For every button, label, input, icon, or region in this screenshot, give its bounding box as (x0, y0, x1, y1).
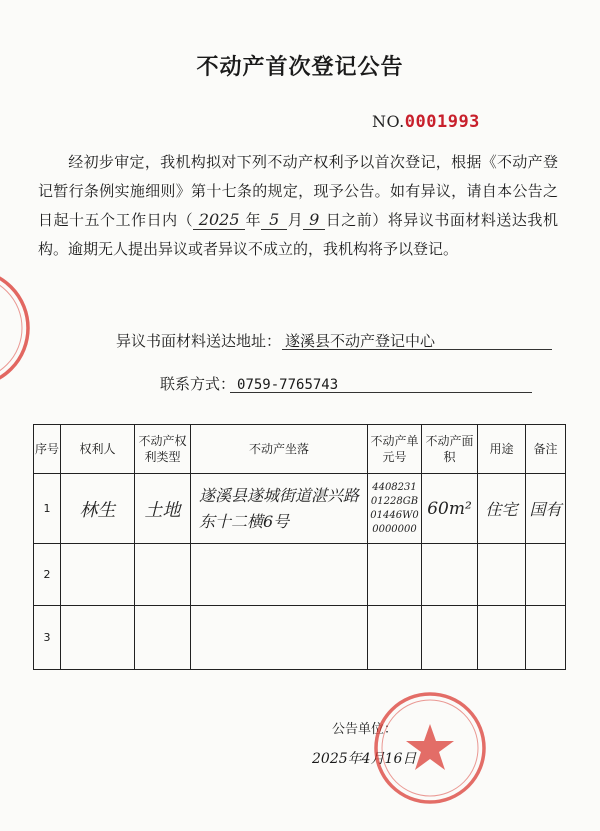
col-header-area: 不动产面 积 (422, 425, 478, 474)
notice-day: 9 (303, 211, 325, 230)
table-row (34, 474, 566, 544)
cell-note (526, 606, 566, 670)
cell-unit-no (368, 606, 422, 670)
cell-holder (61, 606, 135, 670)
cell-no: 1 (34, 474, 61, 544)
issue-date: 2025年4月16日 (312, 751, 417, 767)
official-seal (372, 690, 488, 806)
table-row (34, 606, 566, 670)
cell-note: 国有 (526, 474, 566, 544)
table-header-row (34, 425, 566, 474)
contact-label: 联系方式： (160, 375, 236, 393)
cell-use (478, 544, 526, 606)
notice-text-part2: 将异议书面材料送达我机构。逾期无人提出异议或者异议不成立的，我机构将予以登记。 (38, 211, 558, 258)
document-number-value: 0001993 (404, 112, 480, 132)
col-header-holder: 权利人 (61, 425, 135, 474)
address-field (116, 330, 435, 351)
cell-use (478, 606, 526, 670)
cell-location (191, 606, 368, 670)
col-header-no: 序号 (34, 425, 61, 474)
cell-unit-no (368, 544, 422, 606)
cell-right-type (135, 606, 191, 670)
official-seal-left (0, 258, 40, 398)
page-title: 不动产首次登记公告 (196, 55, 404, 80)
col-header-right-type: 不动产权利类型 (135, 425, 191, 474)
issuer-label: 公告单位： (332, 722, 398, 737)
notice-paragraph (38, 148, 558, 264)
cell-holder (61, 544, 135, 606)
cell-note (526, 544, 566, 606)
table-row (34, 544, 566, 606)
address-value: 遂溪县不动产登记中心 (285, 332, 436, 350)
cell-area (422, 606, 478, 670)
col-header-note: 备注 (526, 425, 566, 474)
notice-day-unit: 日之前） (325, 211, 388, 229)
cell-use: 住宅 (478, 474, 526, 544)
cell-right-type: 土地 (135, 474, 191, 544)
document-number (372, 112, 480, 132)
address-label: 异议书面材料送达地址： (116, 332, 282, 350)
cell-no: 2 (34, 544, 61, 606)
cell-area: 60m² (422, 474, 478, 544)
cell-location: 遂溪县遂城街道湛兴路东十二横6号 (191, 474, 368, 544)
notice-text-part1: 经初步审定，我机构拟对下列不动产权利予以首次登记，根据《不动产登记暂行条例实施细则》第十七条的规定，现予公告。如有异议，请自本公告之日起十五个工作日内（ (38, 153, 558, 229)
property-table (33, 424, 566, 670)
document-number-prefix: NO. (372, 112, 405, 131)
notice-month: 5 (261, 211, 287, 230)
cell-right-type (135, 544, 191, 606)
cell-area (422, 544, 478, 606)
col-header-use: 用途 (478, 425, 526, 474)
notice-month-unit: 月 (287, 211, 304, 229)
cell-location (191, 544, 368, 606)
notice-year: 2025 (193, 211, 245, 230)
cell-no: 3 (34, 606, 61, 670)
cell-unit-no: 440823101228GB01446W00000000 (368, 474, 422, 544)
contact-value: 0759-7765743 (237, 377, 339, 393)
cell-holder: 林生 (61, 474, 135, 544)
col-header-unit-no: 不动产单元号 (368, 425, 422, 474)
notice-year-unit: 年 (245, 211, 262, 229)
col-header-location: 不动产坐落 (191, 425, 368, 474)
contact-field (160, 373, 338, 394)
